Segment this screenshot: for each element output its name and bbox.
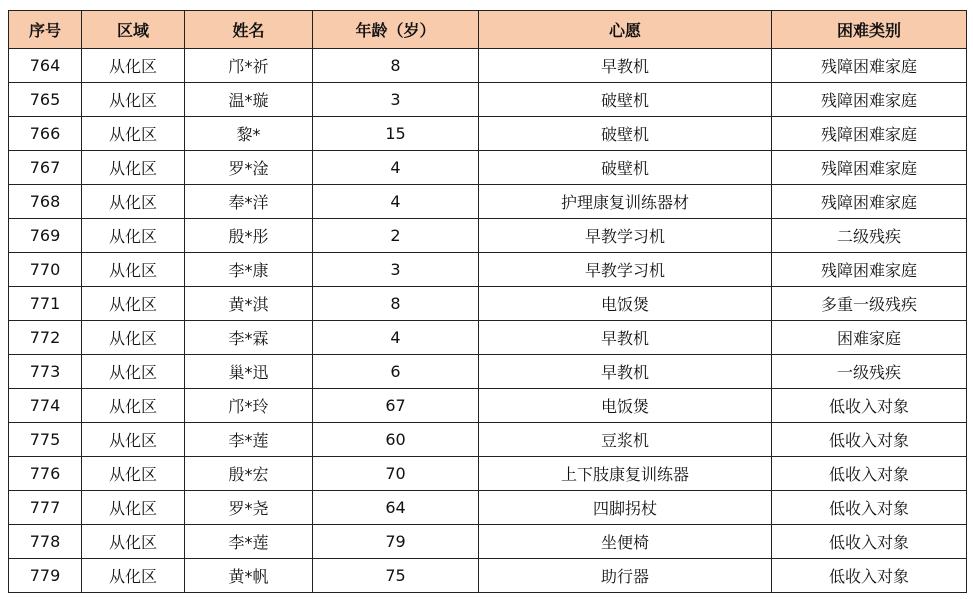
cell-wish: 四脚拐杖 <box>479 491 772 525</box>
cell-category: 二级残疾 <box>772 219 967 253</box>
cell-wish: 助行器 <box>479 559 772 593</box>
cell-wish: 早教机 <box>479 49 772 83</box>
table-row <box>9 321 967 355</box>
cell-district: 从化区 <box>82 423 185 457</box>
cell-category: 残障困难家庭 <box>772 49 967 83</box>
cell-district: 从化区 <box>82 389 185 423</box>
cell-district: 从化区 <box>82 525 185 559</box>
cell-wish: 早教机 <box>479 355 772 389</box>
cell-wish: 豆浆机 <box>479 423 772 457</box>
cell-index: 767 <box>9 151 82 185</box>
cell-category: 低收入对象 <box>772 457 967 491</box>
cell-wish: 破壁机 <box>479 83 772 117</box>
table-row <box>9 423 967 457</box>
table-body <box>9 49 967 593</box>
cell-district: 从化区 <box>82 287 185 321</box>
cell-index: 768 <box>9 185 82 219</box>
table-row <box>9 389 967 423</box>
cell-age: 4 <box>313 321 479 355</box>
cell-name: 殷*宏 <box>185 457 313 491</box>
cell-wish: 破壁机 <box>479 151 772 185</box>
cell-wish: 电饭煲 <box>479 389 772 423</box>
cell-index: 771 <box>9 287 82 321</box>
table-row <box>9 287 967 321</box>
header-cell-age: 年龄（岁） <box>313 11 479 49</box>
cell-index: 775 <box>9 423 82 457</box>
cell-name: 罗*淦 <box>185 151 313 185</box>
cell-name: 邝*玲 <box>185 389 313 423</box>
table-row <box>9 117 967 151</box>
header-cell-name: 姓名 <box>185 11 313 49</box>
cell-index: 766 <box>9 117 82 151</box>
table-row <box>9 151 967 185</box>
cell-wish: 早教学习机 <box>479 253 772 287</box>
cell-wish: 早教机 <box>479 321 772 355</box>
cell-name: 邝*祈 <box>185 49 313 83</box>
cell-category: 残障困难家庭 <box>772 83 967 117</box>
cell-age: 64 <box>313 491 479 525</box>
cell-district: 从化区 <box>82 83 185 117</box>
cell-index: 769 <box>9 219 82 253</box>
cell-age: 2 <box>313 219 479 253</box>
cell-name: 罗*尧 <box>185 491 313 525</box>
cell-category: 低收入对象 <box>772 559 967 593</box>
cell-district: 从化区 <box>82 219 185 253</box>
table-header <box>9 11 967 49</box>
wish-table <box>8 10 967 593</box>
cell-age: 67 <box>313 389 479 423</box>
cell-age: 8 <box>313 287 479 321</box>
cell-category: 多重一级残疾 <box>772 287 967 321</box>
cell-category: 一级残疾 <box>772 355 967 389</box>
table-row <box>9 525 967 559</box>
cell-category: 困难家庭 <box>772 321 967 355</box>
table-row <box>9 253 967 287</box>
cell-index: 773 <box>9 355 82 389</box>
cell-index: 779 <box>9 559 82 593</box>
cell-name: 黎* <box>185 117 313 151</box>
cell-name: 黄*帆 <box>185 559 313 593</box>
cell-district: 从化区 <box>82 355 185 389</box>
cell-index: 764 <box>9 49 82 83</box>
table-row <box>9 185 967 219</box>
table-row <box>9 559 967 593</box>
table-row <box>9 457 967 491</box>
cell-district: 从化区 <box>82 321 185 355</box>
cell-age: 3 <box>313 253 479 287</box>
cell-age: 70 <box>313 457 479 491</box>
cell-name: 李*莲 <box>185 423 313 457</box>
cell-name: 殷*彤 <box>185 219 313 253</box>
cell-age: 4 <box>313 185 479 219</box>
cell-index: 774 <box>9 389 82 423</box>
cell-category: 残障困难家庭 <box>772 185 967 219</box>
cell-category: 残障困难家庭 <box>772 253 967 287</box>
table-row <box>9 49 967 83</box>
cell-category: 低收入对象 <box>772 525 967 559</box>
cell-district: 从化区 <box>82 491 185 525</box>
header-cell-district: 区域 <box>82 11 185 49</box>
cell-wish: 早教学习机 <box>479 219 772 253</box>
cell-age: 79 <box>313 525 479 559</box>
table-row <box>9 83 967 117</box>
cell-wish: 破壁机 <box>479 117 772 151</box>
cell-index: 777 <box>9 491 82 525</box>
header-cell-category: 困难类别 <box>772 11 967 49</box>
cell-wish: 护理康复训练器材 <box>479 185 772 219</box>
header-row <box>9 11 967 49</box>
cell-age: 4 <box>313 151 479 185</box>
cell-name: 巢*迅 <box>185 355 313 389</box>
cell-name: 李*康 <box>185 253 313 287</box>
cell-district: 从化区 <box>82 253 185 287</box>
cell-index: 772 <box>9 321 82 355</box>
cell-district: 从化区 <box>82 457 185 491</box>
cell-index: 776 <box>9 457 82 491</box>
cell-category: 低收入对象 <box>772 491 967 525</box>
cell-age: 75 <box>313 559 479 593</box>
cell-name: 温*璇 <box>185 83 313 117</box>
cell-category: 低收入对象 <box>772 423 967 457</box>
cell-name: 李*莲 <box>185 525 313 559</box>
table-row <box>9 355 967 389</box>
cell-age: 6 <box>313 355 479 389</box>
header-cell-index: 序号 <box>9 11 82 49</box>
cell-age: 3 <box>313 83 479 117</box>
table-row <box>9 491 967 525</box>
cell-index: 770 <box>9 253 82 287</box>
cell-district: 从化区 <box>82 117 185 151</box>
cell-category: 低收入对象 <box>772 389 967 423</box>
cell-wish: 上下肢康复训练器 <box>479 457 772 491</box>
cell-category: 残障困难家庭 <box>772 151 967 185</box>
cell-district: 从化区 <box>82 151 185 185</box>
header-cell-wish: 心愿 <box>479 11 772 49</box>
cell-index: 778 <box>9 525 82 559</box>
cell-name: 奉*洋 <box>185 185 313 219</box>
cell-index: 765 <box>9 83 82 117</box>
cell-name: 黄*淇 <box>185 287 313 321</box>
cell-name: 李*霖 <box>185 321 313 355</box>
cell-age: 8 <box>313 49 479 83</box>
cell-category: 残障困难家庭 <box>772 117 967 151</box>
cell-district: 从化区 <box>82 185 185 219</box>
cell-wish: 电饭煲 <box>479 287 772 321</box>
cell-age: 15 <box>313 117 479 151</box>
cell-wish: 坐便椅 <box>479 525 772 559</box>
table-row <box>9 219 967 253</box>
cell-district: 从化区 <box>82 559 185 593</box>
cell-age: 60 <box>313 423 479 457</box>
spreadsheet <box>8 10 966 593</box>
cell-district: 从化区 <box>82 49 185 83</box>
